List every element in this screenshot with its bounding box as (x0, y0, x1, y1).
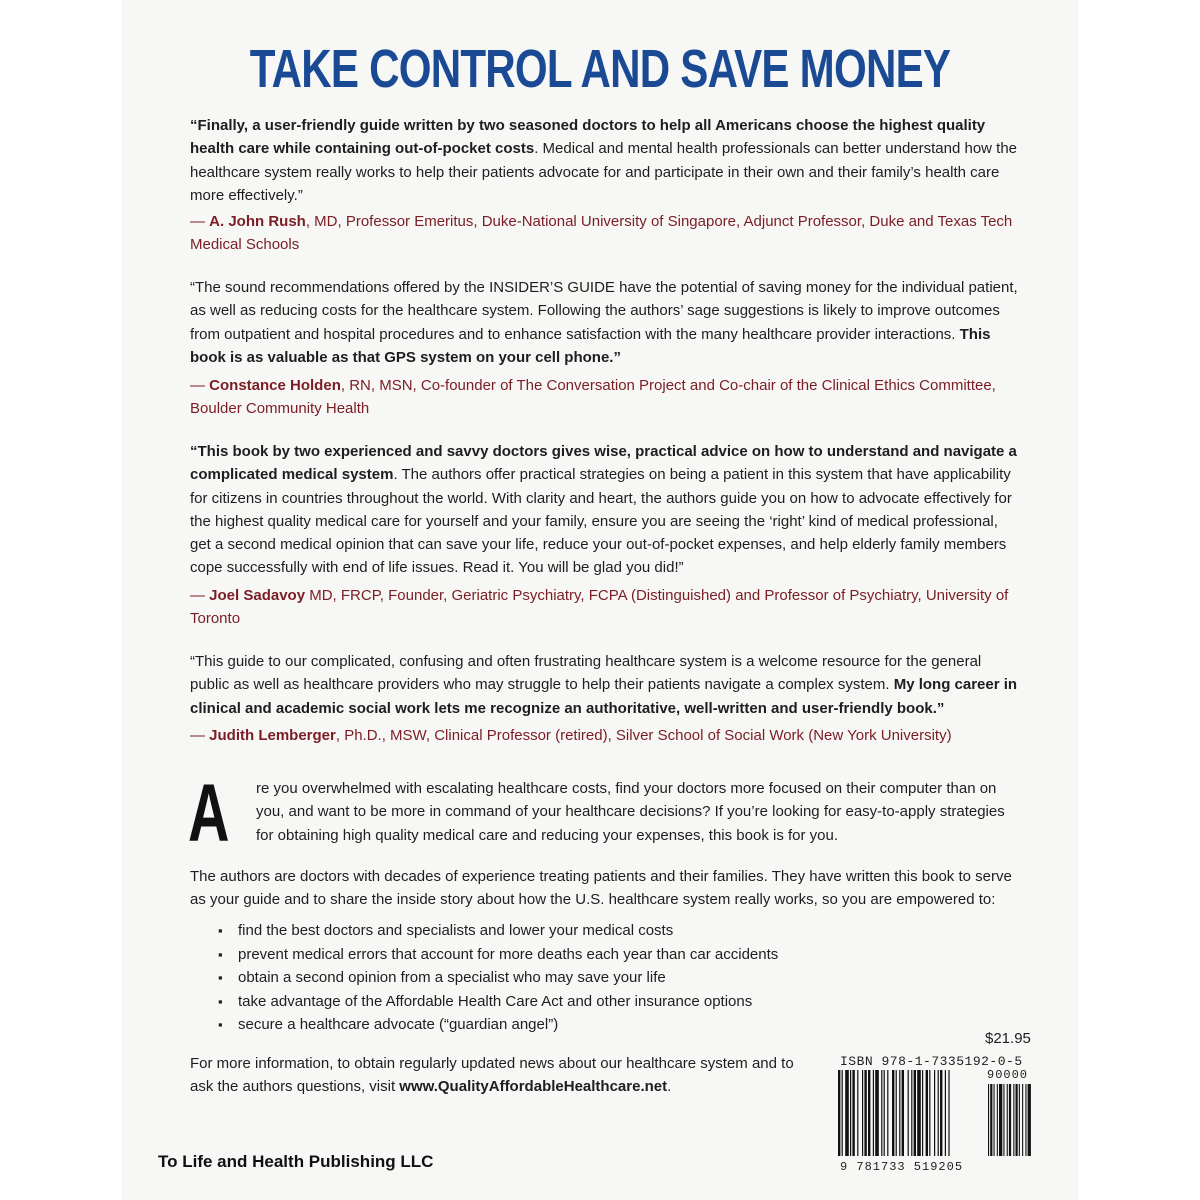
quote-4-text: “This guide to our complicated, confusing and often frustrating healthcare system is a welcome resource for the general public as well as healthcare providers who may struggle to help their patients navigate a complex system. (190, 653, 982, 694)
barcode-bar (845, 1070, 849, 1156)
barcode-addon-bar (988, 1084, 989, 1156)
attribution-dash: — (190, 377, 210, 394)
endorsement-attribution-2 (190, 374, 1020, 421)
barcode-addon-number: 90000 (987, 1068, 1029, 1082)
quote-1-text: . Medical and mental health professionals can better understand how the healthcare system really works to help their patients advocate for and participate in their own and their family’s health care more effectively.” (190, 140, 1018, 204)
barcode-bar (884, 1070, 885, 1156)
quote-4-emphasis: My long career in clinical and academic social work lets me recognize an authoritative, well-written and user-friendly book.” (190, 676, 1018, 717)
barcode-addon-bar (1013, 1084, 1014, 1156)
barcode-bar (875, 1070, 879, 1156)
barcode-bar (899, 1070, 900, 1156)
barcode-bar (929, 1070, 930, 1156)
barcode-bar (948, 1070, 949, 1156)
barcode-addon-bar (1016, 1084, 1018, 1156)
barcode-bar (892, 1070, 894, 1156)
authors-paragraph: The authors are doctors with decades of experience treating patients and their families. They have written this book to serve as your guide and to share the inside story about how the U.S. healthcare system really works, so you are empowered to: (190, 868, 1012, 909)
more-info-text: For more information, to obtain regularly updated news about our healthcare system and to ask the authors questions, visit (190, 1055, 794, 1096)
barcode-bar (850, 1070, 851, 1156)
barcode-bar (842, 1070, 843, 1156)
attribution-dash: — (190, 587, 210, 604)
endorser-name-4: Judith Lemberger (209, 727, 336, 744)
barcode-addon-bar (1025, 1084, 1026, 1156)
quote-2-text: “The sound recommendations offered by the INSIDER’S GUIDE have the potential of saving money for the individual patient, as well as reducing costs for the healthcare system. Following the authors’ sage suggestions is likely to improve outcomes from outpatient and hospital procedures and to enhance satisfaction with the many healthcare provider interactions. (190, 279, 1018, 343)
barcode-bar (887, 1070, 888, 1156)
barcode-bar (896, 1070, 897, 1156)
publisher-name: To Life and Health Publishing LLC (158, 1152, 434, 1171)
barcode-bar (908, 1070, 909, 1156)
list-item: ▪ take advantage of the Affordable Health Care Act and other insurance options (218, 990, 918, 1014)
barcode-bar (914, 1070, 916, 1156)
attribution-dash: — (190, 727, 210, 744)
barcode-number: 9 781733 519205 (840, 1160, 964, 1174)
website-link[interactable]: www.QualityAffordableHealthcare.net (399, 1078, 668, 1096)
quote-2-emphasis: This book is as valuable as that GPS system on your cell phone.” (190, 325, 991, 366)
barcode-bar (857, 1070, 858, 1156)
endorser-name-3: Joel Sadavoy (209, 587, 306, 604)
attribution-dash: — (190, 213, 210, 230)
barcode-bar (938, 1070, 939, 1156)
endorser-credentials-3: MD, FRCP, Founder, Geriatric Psychiatry, FCPA (Distinguished) and Professor of Psychiatry, University of Toronto (190, 587, 1009, 628)
endorsement-attribution-3 (190, 584, 1020, 631)
barcode-addon-bar (1009, 1084, 1011, 1156)
benefits-list (218, 919, 918, 1037)
barcode-addon-bar (1019, 1084, 1020, 1156)
barcode-bar (945, 1070, 946, 1156)
barcode-bar (852, 1070, 854, 1156)
cover-title: TAKE CONTROL AND SAVE MONEY (249, 39, 951, 99)
barcode-addon-bar (994, 1084, 995, 1156)
price-label: $21.95 (985, 1030, 1031, 1047)
quote-1-emphasis: “Finally, a user-friendly guide written by two seasoned doctors to help all Americans choose the highest quality health care while containing out-of-pocket costs (190, 117, 986, 158)
endorser-name-1: A. John Rush (209, 213, 306, 230)
endorsement-quote-4 (190, 650, 1020, 720)
barcode-bar (940, 1070, 942, 1156)
quote-3-text: . The authors offer practical strategies on being a patient in this system that have applicability for citizens in countries throughout the world. With clarity and heart, the authors guide you on how to advocate effectively for the highest quality medical care for yourself and your family, ensure you are seeing the ‘right’ kind of medical professional, get a second medical opinion that can save your life, reduce your out-of-pocket expenses, and help elderly family members cope successfully with end of life issues. Read it. You will be glad you did!” (190, 466, 1012, 577)
barcode-bar (926, 1070, 928, 1156)
barcode-bar (838, 1070, 840, 1156)
endorsement-quote-2 (190, 276, 1020, 369)
barcode-bar (911, 1070, 912, 1156)
drop-cap-letter: A (188, 768, 230, 859)
barcode-addon-bar (990, 1084, 992, 1156)
list-item: ▪ obtain a second opinion from a specialist who may save your life (218, 966, 918, 990)
list-item: ▪ prevent medical errors that account for more deaths each year than car accidents (218, 943, 918, 967)
more-info-paragraph (190, 1052, 810, 1099)
endorsement-attribution-1 (190, 210, 1020, 257)
barcode-bar (881, 1070, 882, 1156)
endorser-credentials-4: , Ph.D., MSW, Clinical Professor (retired), Silver School of Social Work (New York University) (335, 727, 952, 744)
barcode-addon-bar (1007, 1084, 1008, 1156)
endorser-credentials-1: , MD, Professor Emeritus, Duke-National University of Singapore, Adjunct Professor, Duke and Texas Tech Medical Schools (190, 213, 1013, 254)
quote-3-emphasis: “This book by two experienced and savvy doctors gives wise, practical advice on how to understand and navigate a complicated medical system (190, 443, 1017, 484)
barcode-bar (862, 1070, 863, 1156)
barcode-addon-bar (1003, 1084, 1004, 1156)
barcode-bar (922, 1070, 923, 1156)
barcode-addon-bar (997, 1084, 998, 1156)
barcode-bar (864, 1070, 866, 1156)
barcode-bar (873, 1070, 874, 1156)
endorser-name-2: Constance Holden (209, 377, 341, 394)
endorsement-attribution-4 (190, 724, 1020, 747)
barcode-addon-bar (1022, 1084, 1023, 1156)
barcode-bar (934, 1070, 935, 1156)
barcode-addon-bar (999, 1084, 1002, 1156)
list-item: ▪ secure a healthcare advocate (“guardian angel”) (218, 1013, 918, 1037)
list-item: ▪ find the best doctors and specialists and lower your medical costs (218, 919, 918, 943)
endorsement-quote-1 (190, 114, 1020, 207)
more-info-end: . (667, 1078, 672, 1096)
isbn-barcode (838, 1070, 1046, 1158)
endorser-credentials-2: , RN, MSN, Co-founder of The Conversation Project and Co-chair of the Clinical Ethics Committee, Boulder Community Health (190, 377, 996, 418)
intro-paragraph: re you overwhelmed with escalating healthcare costs, find your doctors more focused on their computer than on you, and want to be more in command of your healthcare decisions? If you’re looking for easy-to-apply strategies for obtaining high quality medical care and reducing your expenses, this book is for you. (256, 780, 1005, 844)
barcode-bar (868, 1070, 870, 1156)
barcode-addon-bar (1028, 1084, 1031, 1156)
barcode-bar (917, 1070, 921, 1156)
isbn-label: ISBN 978-1-7335192-0-5 (840, 1054, 1023, 1069)
endorsement-quote-3 (190, 440, 1020, 580)
barcode-bar (902, 1070, 904, 1156)
